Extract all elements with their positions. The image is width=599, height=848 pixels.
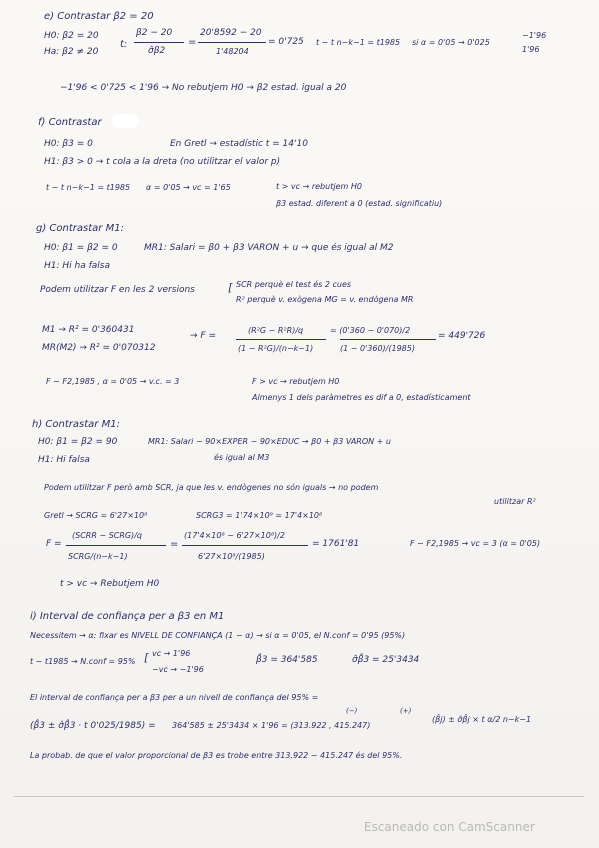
section-e-h0: H0: β2 = 20: [44, 31, 99, 41]
section-g-title: g) Contrastar M1:: [36, 223, 124, 234]
section-f-conclusion: β3 estad. diferent a 0 (estad. significatiu): [276, 199, 443, 208]
section-f-decision: t > vc → rebutjem H0: [276, 182, 362, 191]
section-i-formula-right: (β̂j) ± σ̂β̂j × t α/2 n−k−1: [432, 715, 532, 724]
section-g-options-bracket: [: [228, 281, 233, 294]
section-i-vc-neg: −vc → −1'96: [152, 665, 204, 674]
section-g-f-calc-fraction-bar: [340, 339, 436, 340]
section-g-note: Podem utilitzar F en les 2 versions: [40, 285, 195, 295]
section-i-conclusion: La probab. de que el valor proporcional de β3 es trobe entre 313.922 − 415.247 és del 95%.: [30, 751, 403, 760]
section-h-f-num: (SCRR − SCRG)/q: [72, 531, 143, 540]
section-f-title: f) Contrastar: [38, 117, 102, 128]
section-i-sigma-hat: σ̂β̂3 = 25'3434: [352, 655, 420, 665]
section-i-title: i) Interval de confiança per a β3 en M1: [30, 611, 225, 622]
scanner-watermark: Escaneado con CamScanner: [364, 820, 535, 834]
section-e-t-fraction-bar: [134, 42, 184, 43]
section-h-note2: utilitzar R²: [494, 497, 536, 506]
section-i-formula-calc: 364'585 ± 25'3434 × 1'96 = (313.922 , 415.247): [172, 721, 371, 730]
section-h-f-label: F =: [46, 539, 62, 549]
section-i-beta-hat: β̂3 = 364'585: [256, 655, 318, 665]
section-e-conclusion: −1'96 < 0'725 < 1'96 → No rebutjem H0 → β2 estad. igual a 20: [60, 83, 347, 93]
section-h-note: Podem utilitzar F però amb SCR, ja que les v. endògenes no són iguals → no podem: [44, 483, 379, 492]
section-h-h1: H1: Hi falsa: [38, 455, 90, 465]
section-e-dist: t ∼ t n−k−1 = t1985: [316, 38, 401, 47]
section-i-bracket-pos: (+): [400, 707, 412, 715]
section-e-t-num: β2 − 20: [136, 28, 173, 38]
section-i-bracket-neg: (−): [346, 707, 358, 715]
section-f-dist: t ∼ t n−k−1 = t1985: [46, 183, 131, 192]
section-f-gretl: En Gretl → estadístic t = 14'10: [170, 139, 308, 149]
correction-fluid-mark: [112, 114, 138, 128]
section-i-formula-left: (β̂3 ± σ̂β̂3 · t 0'025/1985) =: [30, 721, 156, 731]
section-g-f-decision: F > vc → rebutjem H0: [252, 377, 340, 386]
section-i-line1: Necessitem → α: fixar es NIVELL DE CONFIANÇA (1 − α) → si α = 0'05, el N.conf = 0'95 (95%): [30, 631, 406, 640]
section-g-f-dist: F ∼ F2,1985 , α = 0'05 → v.c. = 3: [46, 377, 180, 386]
section-i-intro: El interval de confiança per a β3 per a un nivell de confiança del 95% =: [30, 693, 319, 702]
section-g-h1: H1: Hi ha falsa: [44, 261, 110, 271]
page-edge: [14, 796, 584, 797]
section-e-crit-hi: −1'96: [522, 31, 547, 40]
section-h-gretl: Gretl → SCRG = 6'27×10⁸: [44, 511, 148, 520]
section-e-crit-lo: 1'96: [522, 45, 540, 54]
section-g-f-fraction-bar: [236, 339, 326, 340]
section-f-h1: H1: β3 > 0 → t cola a la dreta (no utilitzar el valor p): [44, 157, 281, 167]
section-e-t-den: σ̂β2: [148, 46, 166, 56]
section-g-option-scr: SCR perquè el test és 2 cues: [236, 280, 352, 289]
section-i-vc-pos: vc → 1'96: [152, 649, 191, 658]
section-e-alpha: si α = 0'05 → 0'025: [412, 38, 490, 47]
section-h-f-result: = 1761'81: [312, 539, 360, 549]
section-g-option-r2: R² perquè v. exògena MG = v. endògena MR: [236, 295, 414, 304]
section-e-eq: =: [188, 37, 197, 48]
section-i-dist: t ∼ t1985 → N.conf = 95%: [30, 657, 136, 666]
section-e-calc-den: 1'48204: [216, 47, 249, 56]
section-h-title: h) Contrastar M1:: [32, 419, 120, 430]
section-g-f-den: (1 − R²G)/(n−k−1): [238, 344, 314, 353]
section-h-f-calc-fraction-bar: [182, 545, 308, 546]
section-h-f-calc-den: 6'27×10⁸/(1985): [198, 552, 265, 561]
section-h-decision: t > vc → Rebutjem H0: [60, 579, 160, 589]
section-h-f-den: SCRG/(n−k−1): [68, 552, 128, 561]
section-g-f-conclusion: Almenys 1 dels paràmetres es dif a 0, estadísticament: [252, 393, 471, 402]
section-h-mr-note: és igual al M3: [214, 453, 270, 462]
section-h-scr-r: SCRG3 = 1'74×10⁹ = 17'4×10⁸: [196, 511, 323, 520]
section-e-ha: Ha: β2 ≠ 20: [44, 47, 99, 57]
section-h-f-fraction-bar: [66, 545, 166, 546]
section-g-mr-r2: MR(M2) → R² = 0'070312: [42, 343, 156, 353]
section-g-m1-r2: M1 → R² = 0'360431: [42, 325, 135, 335]
section-e-calc-num: 20'8592 − 20: [200, 28, 262, 38]
section-i-vc-bracket: [: [144, 651, 149, 664]
section-g-f-calc-num: = (0'360 − 0'070)/2: [330, 326, 411, 335]
section-h-f-calc-num: (17'4×10⁸ − 6'27×10⁸)/2: [184, 531, 285, 540]
section-f-alpha: α = 0'05 → vc = 1'65: [146, 183, 231, 192]
section-g-h0: H0: β1 = β2 = 0: [44, 243, 118, 253]
section-e-title: e) Contrastar β2 = 20: [44, 11, 154, 22]
section-e-calc-fraction-bar: [198, 42, 266, 43]
section-g-mr: MR1: Salari = β0 + β3 VARON + u → que és igual al M2: [144, 243, 394, 253]
section-g-f-label: → F =: [190, 331, 216, 341]
section-g-f-num: (R²G − R²R)/q: [248, 326, 304, 335]
section-e-t-prefix: t:: [120, 39, 128, 50]
section-g-f-result: = 449'726: [438, 331, 486, 341]
section-g-f-calc-den: (1 − 0'360)/(1985): [340, 344, 415, 353]
section-h-f-eq: =: [170, 539, 179, 550]
section-e-calc-result: = 0'725: [268, 37, 304, 47]
section-h-h0: H0: β1 = β2 = 90: [38, 437, 118, 447]
section-h-f-dist: F ∼ F2,1985 → vc = 3 (α = 0'05): [410, 539, 541, 548]
section-h-mr: MR1: Salari − 90×EXPER − 90×EDUC → β0 + β3 VARON + u: [148, 437, 391, 446]
section-f-h0: H0: β3 = 0: [44, 139, 93, 149]
